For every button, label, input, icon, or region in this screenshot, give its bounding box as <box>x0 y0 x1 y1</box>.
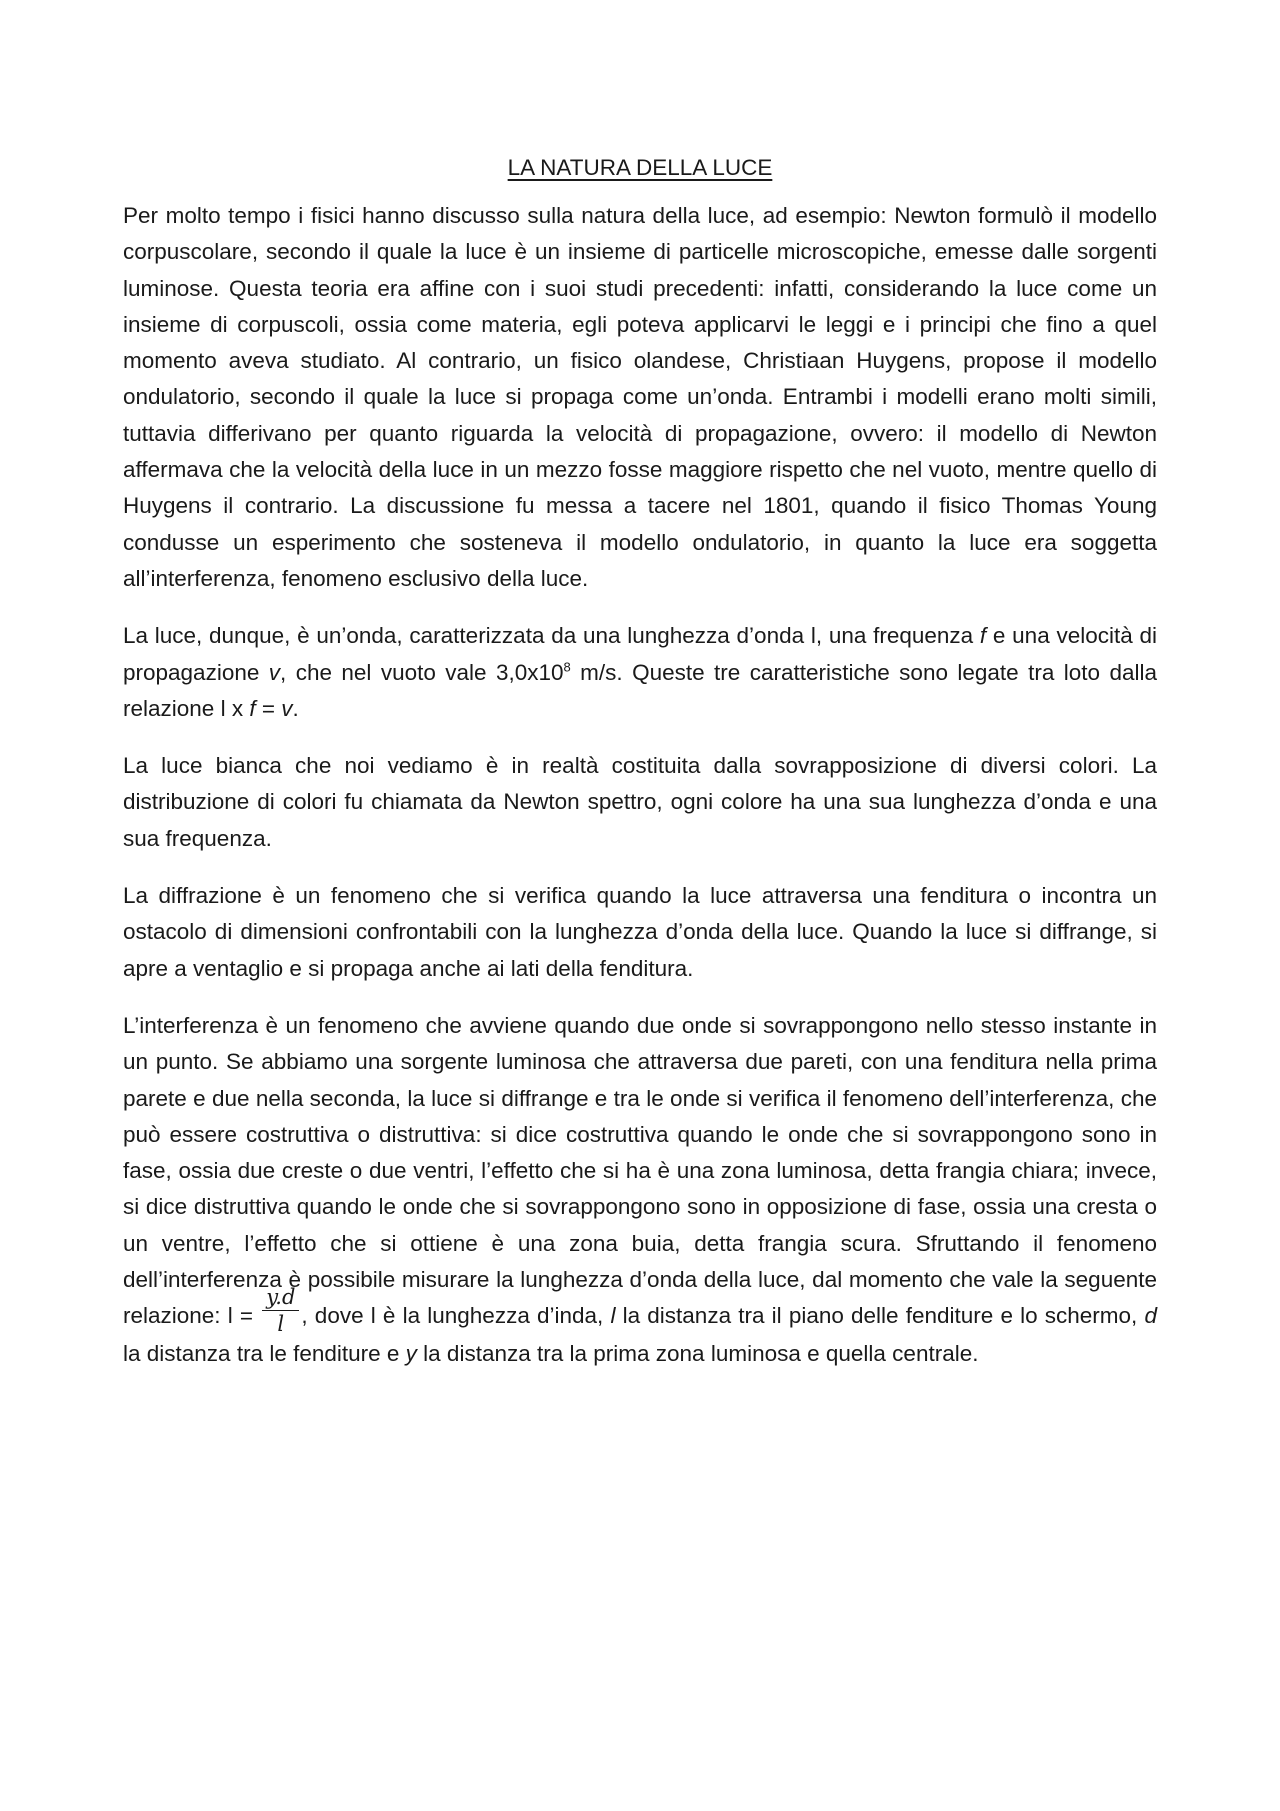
p2-text-3: e una velocità di propagazione <box>123 623 1157 685</box>
exponent: 8 <box>563 659 571 675</box>
p2-text-5: m/s. Queste tre caratteristiche sono legate tra loto dalla relazione <box>123 659 1157 721</box>
p5-text-2: , dove <box>301 1303 371 1329</box>
frequency-symbol: f <box>979 623 987 649</box>
lambda-symbol: l <box>370 1303 376 1329</box>
document-title: LA NATURA DELLA LUCE <box>507 155 773 180</box>
velocity-symbol: v <box>268 659 281 685</box>
velocity-symbol: v <box>281 695 293 721</box>
paragraph-2 <box>123 618 1157 727</box>
l-variable: l <box>610 1303 616 1329</box>
p2-text-2: , una frequenza <box>815 623 980 649</box>
paragraph-1: Per molto tempo i fisici hanno discusso sulla natura della luce, ad esempio: Newton formulò il modello corpuscolare, secondo il quale la luce è un insieme di particelle microscopiche, emesse dalle sorgenti luminose. Questa teoria era affine con i suoi studi precedenti: infatti, considerando la luce come un insieme di corpuscoli, ossia come materia, egli poteva applicarvi le leggi e i principi che fino a quel momento aveva studiato. Al contrario, un fisico olandese, Christiaan Huygens, propose il modello ondulatorio, secondo il quale la luce si propaga come un’onda. Entrambi i modelli erano molti simili, tuttavia differivano per quanto riguarda la velocità di propagazione, ovvero: il modello di Newton affermava che la velocità della luce in un mezzo fosse maggiore rispetto che nel vuoto, mentre quello di Huygens il contrario. La discussione fu messa a tacere nel 1801, quando il fisico Thomas Young condusse un esperimento che sosteneva il modello ondulatorio, in quanto la luce era soggetta all’interferenza, fenomeno esclusivo della luce. <box>123 203 1157 591</box>
lambda-symbol: l <box>227 1303 233 1329</box>
p5-text-6: la distanza tra la prima zona luminosa e quella centrale. <box>416 1340 979 1366</box>
equals-sign: = <box>232 1303 261 1329</box>
y-variable: y <box>405 1340 417 1366</box>
p2-text-7: = <box>255 695 282 721</box>
fraction <box>262 1285 299 1336</box>
p5-text-5: la distanza tra le fenditure e <box>123 1340 406 1366</box>
fraction-numerator: y.d <box>262 1285 299 1311</box>
paragraph-3: La luce bianca che noi vediamo è in realtà costituita dalla sovrapposizione di diversi colori. La distribuzione di colori fu chiamata da Newton spettro, ogni colore ha una sua lunghezza d’onda e una sua frequenza. <box>123 753 1157 851</box>
fraction-denominator: l <box>277 1311 285 1336</box>
lambda-symbol: l <box>810 623 816 649</box>
p2-text-1: La luce, dunque, è un’onda, caratterizzata da una lunghezza d’onda <box>123 623 811 649</box>
d-variable: d <box>1144 1303 1157 1329</box>
p5-text-4: la distanza tra il piano delle fenditure e lo schermo, <box>615 1303 1145 1329</box>
paragraph-5 <box>123 1008 1157 1372</box>
p5-text-1: L’interferenza è un fenomeno che avviene quando due onde si sovrappongono nello stesso instante in un punto. Se abbiamo una sorgente luminosa che attraversa due pareti, con una fenditura nella prima parete e due nella seconda, la luce si diffrange e tra le onde si verifica il fenomeno dell’interferenza, che può essere costruttiva o distruttiva: si dice costruttiva quando le onde che si sovrappongono sono in fase, ossia due creste o due ventri, l’effetto che si ha è una zona luminosa, detta frangia chiara; invece, si dice distruttiva quando le onde che si sovrappongono sono in opposizione di fase, ossia una cresta o un ventre, l’effetto che si ottiene è una zona buia, detta frangia scura. Sfruttando il fenomeno dell’interferenza è possibile misurare la lunghezza d’onda della luce, dal momento che vale la seguente relazione: <box>123 1012 1157 1329</box>
frequency-symbol: f <box>249 695 256 721</box>
p5-text-3: è la lunghezza d’inda, <box>375 1303 611 1329</box>
p2-text-8: . <box>292 695 299 721</box>
p2-text-6: x <box>225 695 250 721</box>
document-page <box>123 150 1157 1372</box>
lambda-symbol: l <box>220 695 226 721</box>
paragraph-4: La diffrazione è un fenomeno che si verifica quando la luce attraversa una fenditura o incontra un ostacolo di dimensioni confrontabili con la lunghezza d’onda della luce. Quando la luce si diffrange, si apre a ventaglio e si propaga anche ai lati della fenditura. <box>123 883 1157 981</box>
p2-text-4: , che nel vuoto vale 3,0x10 <box>280 659 564 685</box>
